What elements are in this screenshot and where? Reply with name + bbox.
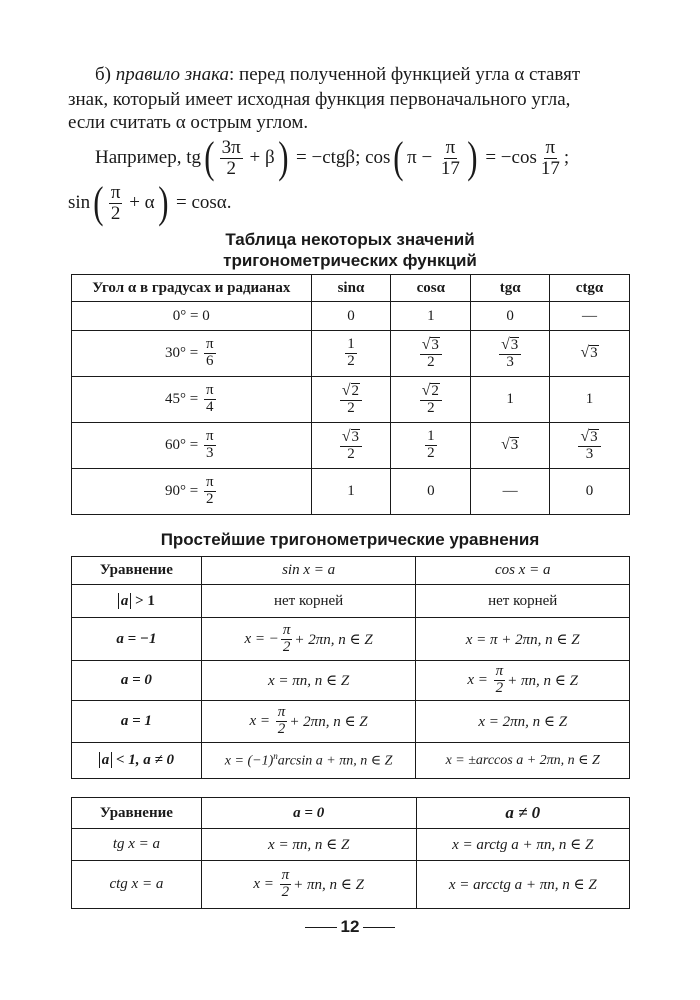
value-cell — [471, 423, 550, 469]
fraction — [340, 383, 362, 417]
fraction — [276, 705, 288, 738]
f1-tail: + β — [249, 147, 275, 168]
header-a-nonzero: a ≠ 0 — [416, 798, 629, 829]
frac-num: π — [205, 382, 214, 399]
fraction — [420, 337, 442, 371]
table-row — [72, 377, 630, 423]
angle-cell — [72, 331, 312, 377]
condition-cell: a = −1 — [72, 618, 202, 661]
dash-right — [363, 927, 395, 928]
table-header-row — [72, 275, 630, 302]
pre: x = — [249, 713, 271, 729]
angle-cell: 0° = 0 — [72, 302, 312, 331]
value-cell: 1 — [550, 377, 630, 423]
abs-a: a — [99, 752, 113, 768]
fraction — [499, 337, 521, 371]
value-cell: — — [550, 302, 630, 331]
frac-den: 2 — [277, 721, 286, 737]
table-row — [72, 423, 630, 469]
condition-cell: a = 0 — [72, 661, 202, 701]
pre: x = — [253, 876, 274, 892]
fraction — [204, 337, 216, 370]
dash-left — [305, 927, 337, 928]
fraction — [280, 868, 292, 901]
condition-cell: a = 1 — [72, 701, 202, 743]
frac-den: 3 — [585, 445, 594, 462]
header-angle: Угол α в градусах и радианах — [72, 275, 312, 302]
fraction — [439, 138, 462, 179]
table-row — [72, 585, 630, 618]
table-row — [72, 469, 630, 515]
pre: x = − — [244, 630, 279, 647]
a-nonzero-solution: x = arcctg a + πn, n ∈ Z — [416, 861, 629, 909]
page-number-text: 12 — [340, 917, 360, 936]
frac-den: 2 — [427, 399, 435, 416]
frac-den: 2 — [347, 399, 355, 416]
table-row — [72, 331, 630, 377]
header-sin-eq: sin x = a — [201, 557, 416, 585]
sin-solution: нет корней — [201, 585, 416, 618]
frac-num — [420, 383, 442, 401]
angle-cell — [72, 423, 312, 469]
fraction — [425, 429, 437, 462]
example-label: Например, — [95, 147, 182, 168]
radicand: 3 — [590, 428, 598, 445]
radical: √ — [341, 381, 351, 399]
sqrt — [342, 383, 360, 399]
header-ctg: ctgα — [550, 275, 630, 302]
value-cell — [311, 331, 391, 377]
value-cell — [391, 423, 471, 469]
value-cell: 1 — [311, 469, 391, 515]
table-row — [72, 701, 630, 743]
cos-solution: нет корней — [416, 585, 630, 618]
rule-term: правило знака — [115, 64, 230, 85]
cond-rest: > 1 — [131, 592, 155, 609]
header-equation: Уравнение — [72, 557, 202, 585]
header-cos-eq: cos x = a — [416, 557, 630, 585]
frac-den: 17 — [440, 157, 460, 179]
sqrt — [422, 383, 440, 399]
intro-prefix: б) — [95, 64, 116, 85]
frac-num: π — [495, 663, 504, 680]
radicand: 2 — [351, 382, 360, 399]
pre: x = (−1) — [224, 753, 274, 769]
fraction — [281, 623, 293, 656]
radical: √ — [501, 436, 510, 453]
frac-den: 2 — [347, 353, 355, 369]
deg: 60° = — [164, 437, 199, 453]
radicand: 3 — [510, 437, 519, 453]
example-formula-2 — [68, 177, 232, 229]
sin-fn: sin — [68, 192, 91, 213]
fraction — [578, 429, 600, 463]
frac-den: 2 — [282, 638, 291, 655]
cond-rest: < 1, a ≠ 0 — [112, 752, 175, 768]
table-row — [72, 743, 630, 779]
post: + 2πn, n ∈ Z — [289, 714, 368, 730]
intro-line-2: знак, который имеет исходная функция первоначального угла, — [68, 89, 571, 110]
f2-head: π − — [407, 147, 433, 168]
cos-solution: x = 2πn, n ∈ Z — [416, 701, 630, 743]
value-cell: — — [471, 469, 550, 515]
abs-a: a — [118, 593, 132, 609]
deg: 90° = — [164, 483, 199, 499]
value-cell — [550, 423, 630, 469]
value-cell: 0 — [391, 469, 471, 515]
paren-open: ( — [393, 133, 404, 182]
table-header-row — [72, 798, 630, 829]
exponent: n — [273, 751, 278, 762]
frac-den: 2 — [495, 680, 504, 696]
fraction — [204, 429, 216, 462]
frac-den: 4 — [205, 399, 214, 415]
table-header-row — [72, 557, 630, 585]
a-zero-solution — [201, 861, 416, 909]
radical: √ — [341, 427, 351, 445]
table-row — [72, 829, 630, 861]
frac-num: π — [282, 621, 291, 638]
condition-cell — [72, 585, 202, 618]
deg: 30° = — [164, 345, 199, 361]
pre: x = — [467, 672, 488, 688]
frac-num: π — [281, 867, 290, 884]
fraction — [539, 138, 562, 179]
value-cell: 1 — [471, 377, 550, 423]
frac-den: 2 — [281, 884, 290, 900]
value-cell: 1 — [391, 302, 471, 331]
frac-den: 2 — [110, 202, 121, 224]
table2-title: Простейшие тригонометрические уравнения — [160, 530, 540, 549]
sqrt — [501, 437, 519, 453]
value-cell — [311, 377, 391, 423]
value-cell — [391, 331, 471, 377]
angle-cell — [72, 469, 312, 515]
equation-cell: tg x = a — [72, 829, 202, 861]
semicolon: ; — [563, 147, 570, 168]
equation-cell: ctg x = a — [72, 861, 202, 909]
deg: 45° = — [164, 391, 199, 407]
cos-solution: x = ±arccos a + 2πn, n ∈ Z — [416, 743, 630, 779]
header-a-zero: a = 0 — [201, 798, 416, 829]
sqrt — [501, 337, 519, 353]
post: + 2πn, n ∈ Z — [294, 631, 373, 648]
sin-solution — [201, 618, 416, 661]
table1-title-line-1: Таблица некоторых значений — [225, 230, 475, 249]
tg-fn: tg — [186, 147, 201, 168]
radicand: 3 — [431, 336, 439, 353]
radical: √ — [501, 335, 510, 353]
frac-num — [420, 337, 442, 355]
frac-num — [499, 337, 521, 355]
paren-close: ) — [277, 133, 289, 182]
f3-result: = cosα. — [176, 192, 232, 213]
value-cell — [311, 423, 391, 469]
intro-rest: : перед полученной функцией угла α ставят — [229, 64, 581, 85]
fraction — [204, 383, 216, 416]
header-cos: cosα — [391, 275, 471, 302]
tg-ctg-equations-table — [71, 797, 630, 909]
table-row — [72, 661, 630, 701]
frac-den: 2 — [205, 491, 214, 507]
post: + πn, n ∈ Z — [293, 877, 364, 893]
cos-solution: x = π + 2πn, n ∈ Z — [416, 618, 630, 661]
post: arcsin a + πn, n ∈ Z — [277, 753, 393, 769]
condition-cell — [72, 743, 202, 779]
value-cell — [471, 331, 550, 377]
frac-den: 2 — [226, 157, 236, 179]
frac-den: 3 — [205, 445, 214, 461]
value-cell: 0 — [550, 469, 630, 515]
value-cell: 0 — [311, 302, 391, 331]
table-row — [72, 618, 630, 661]
fraction — [204, 475, 216, 508]
sqrt — [422, 337, 440, 353]
header-tg: tgα — [471, 275, 550, 302]
f1-result: = −ctgβ; — [296, 147, 361, 168]
trig-values-table — [71, 274, 630, 515]
radical: √ — [421, 335, 431, 353]
fraction — [220, 138, 243, 179]
fraction — [109, 183, 123, 224]
sqrt — [580, 429, 598, 445]
radical: √ — [580, 344, 590, 361]
radical: √ — [421, 381, 431, 399]
angle-cell — [72, 377, 312, 423]
frac-num: π — [205, 474, 214, 491]
frac-num: π — [205, 428, 214, 445]
cos-solution — [416, 661, 630, 701]
paren-open: ( — [204, 133, 215, 182]
sin-solution — [201, 743, 416, 779]
cos-fn: cos — [365, 147, 391, 168]
frac-num — [578, 429, 600, 447]
radicand: 3 — [510, 336, 519, 353]
frac-num: π — [110, 181, 121, 203]
sqrt — [580, 345, 598, 361]
table-row — [72, 861, 630, 909]
page-number — [0, 917, 700, 937]
f2-result: = −cos — [485, 147, 537, 168]
post: + πn, n ∈ Z — [507, 673, 579, 689]
f3-tail: + α — [129, 192, 155, 213]
intro-line-3: если считать α острым углом. — [68, 112, 309, 133]
radicand: 3 — [590, 345, 598, 361]
header-sin: sinα — [311, 275, 391, 302]
sin-solution — [201, 701, 416, 743]
frac-num — [340, 429, 362, 447]
paren-close: ) — [467, 133, 478, 182]
a-nonzero-solution: x = arctg a + πn, n ∈ Z — [416, 829, 629, 861]
radicand: 2 — [431, 382, 439, 399]
frac-num: 1 — [427, 428, 435, 445]
frac-num: π — [277, 704, 286, 721]
frac-den: 2 — [427, 445, 435, 461]
sin-solution: x = πn, n ∈ Z — [201, 661, 416, 701]
table-row — [72, 302, 630, 331]
fraction — [494, 664, 506, 697]
header-equation: Уравнение — [72, 798, 202, 829]
frac-den: 3 — [506, 353, 514, 370]
frac-den: 17 — [540, 157, 560, 179]
frac-num: 1 — [347, 336, 355, 353]
frac-num: 3π — [221, 136, 241, 158]
frac-num: π — [205, 336, 214, 353]
paren-open: ( — [93, 178, 104, 227]
table1-title-line-2: тригонометрических функций — [223, 251, 477, 270]
fraction — [340, 429, 362, 463]
frac-den: 2 — [427, 353, 435, 370]
a-zero-solution: x = πn, n ∈ Z — [201, 829, 416, 861]
intro-line-1 — [95, 63, 580, 87]
radicand: 3 — [351, 428, 360, 445]
value-cell: 0 — [471, 302, 550, 331]
paren-close: ) — [157, 178, 169, 227]
frac-den: 6 — [205, 353, 214, 369]
value-cell — [550, 331, 630, 377]
frac-den: 2 — [347, 445, 355, 462]
value-cell — [391, 377, 471, 423]
fraction — [420, 383, 442, 417]
frac-num — [340, 383, 362, 401]
sqrt — [342, 429, 360, 445]
frac-num: π — [545, 136, 556, 158]
trig-equations-table — [71, 556, 630, 779]
frac-num: π — [445, 136, 456, 158]
fraction — [345, 337, 357, 370]
radical: √ — [580, 427, 590, 445]
